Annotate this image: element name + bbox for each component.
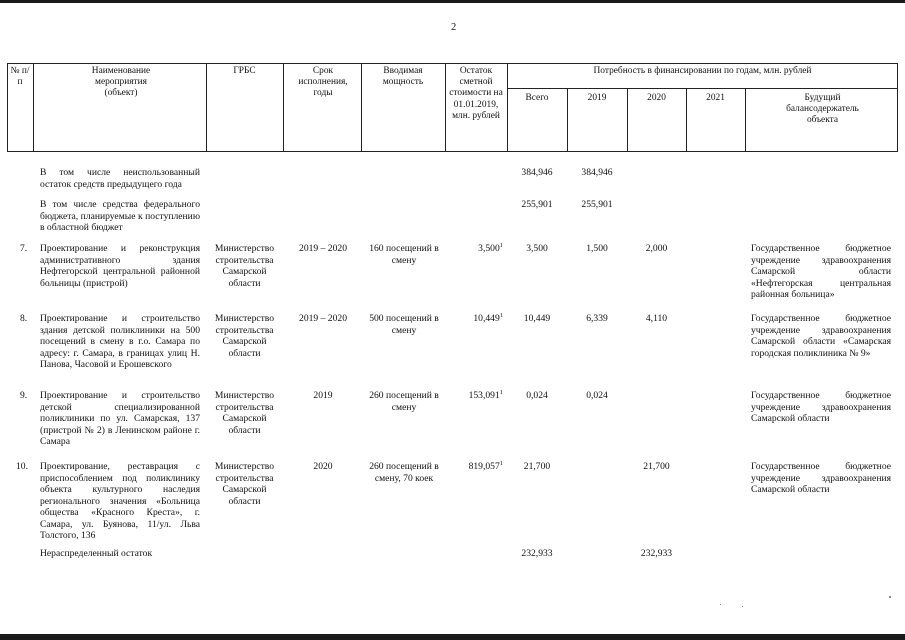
header-holder: Будущий балансодержатель объекта	[786, 93, 859, 126]
row-number: 10.	[16, 461, 28, 472]
row-term: 2019 – 2020	[299, 243, 347, 254]
footnote-mark: 1	[499, 312, 503, 319]
row-grbs: Министерство строительства Самарской области	[214, 390, 275, 436]
header-total: Всего	[525, 93, 549, 103]
row-number: 7.	[20, 243, 28, 254]
header-grbs: ГРБС	[233, 66, 256, 76]
header-col-divider	[283, 63, 284, 151]
row-2019: 1,500	[586, 243, 608, 254]
row-total: 0,024	[526, 390, 548, 401]
header-2021: 2021	[706, 93, 725, 103]
row-name: Проектирование и строительство детской специализированной поликлиники по ул. Самарская, 137 (пристрой № 2) в Ленинском районе г. Самара	[40, 390, 200, 447]
row-total: 232,933	[521, 548, 553, 559]
row-grbs: Министерство строительства Самарской области	[214, 461, 275, 507]
header-col-divider	[686, 88, 687, 151]
header-bottom-rule	[7, 151, 898, 152]
row-name: В том числе средства федерального бюджета, планируемые к поступлению в областной бюджет	[40, 199, 200, 233]
row-2020: 4,110	[645, 313, 668, 324]
row-total: 10,449	[523, 313, 551, 324]
row-number: 9.	[20, 390, 28, 401]
row-capacity: 260 посещений в смену	[369, 390, 439, 413]
header-2019: 2019	[587, 93, 607, 103]
row-capacity: 160 посещений в смену	[369, 243, 439, 266]
scan-speck	[889, 596, 891, 598]
scan-speck	[720, 604, 721, 605]
row-remainder: 819,057$^1$	[468, 460, 503, 472]
row-holder: Государственное бюджетное учреждение здравоохранения Самарской области	[751, 390, 891, 424]
row-holder: Государственное бюджетное учреждение здравоохранения Самарской области «Самарская городская поликлиника № 9»	[751, 313, 891, 359]
footnote-mark: 1	[499, 389, 503, 396]
row-grbs: Министерство строительства Самарской области	[214, 243, 275, 289]
row-name: В том числе неиспользованный остаток средств предыдущего года	[40, 167, 200, 190]
header-term: Срок исполнения, годы	[298, 66, 348, 99]
scan-speck	[742, 606, 743, 607]
header-top-rule	[7, 63, 898, 64]
header-col-divider	[361, 63, 362, 151]
row-remainder: 10,449$^1$	[473, 312, 503, 324]
row-2019: 0,024	[586, 390, 608, 401]
header-group-rule	[507, 88, 898, 89]
row-total: 384,946	[521, 167, 553, 178]
row-total: 255,901	[521, 199, 553, 210]
row-term: 2019 – 2020	[299, 313, 347, 324]
header-col-divider	[627, 88, 628, 151]
row-name: Нераспределенный остаток	[40, 548, 153, 559]
header-col-divider	[567, 88, 568, 151]
header-col-divider	[445, 63, 446, 151]
header-capacity: Вводимая мощность	[382, 66, 424, 88]
row-total: 21,700	[523, 461, 551, 472]
header-2020: 2020	[647, 93, 666, 103]
row-2020: 21,700	[643, 461, 670, 472]
row-term: 2019	[313, 390, 333, 401]
row-2020: 2,000	[645, 243, 668, 254]
header-col-divider	[7, 63, 8, 151]
row-number: 8.	[20, 313, 28, 324]
row-total: 3,500	[526, 243, 548, 254]
header-col-divider	[206, 63, 207, 151]
footnote-mark: 1	[499, 460, 503, 467]
row-name: Проектирование и строительство здания детской поликлиники на 500 посещений в смену в г.о. Самара по адресу: г. Самара, в границах улиц Н. Панова, Часовой и Ерошевского	[40, 313, 200, 370]
header-col-divider	[897, 63, 898, 151]
row-capacity: 260 посещений в смену, 70 коек	[369, 461, 439, 484]
row-term: 2020	[313, 461, 333, 472]
header-remainder: Остаток сметной стоимости на 01.01.2019, млн. рублей	[449, 66, 503, 121]
page-number: 2	[451, 22, 457, 33]
row-holder: Государственное бюджетное учреждение здравоохранения Самарской области «Нефтегорская центральная районная больница»	[751, 243, 891, 300]
header-col-divider	[745, 88, 746, 151]
row-2019: 6,339	[586, 313, 608, 324]
row-name: Проектирование и реконструкция административного здания Нефтегорской центральной районной больницы (пристрой)	[40, 243, 200, 289]
row-2020: 232,933	[640, 548, 673, 559]
header-num: № п/п	[10, 66, 30, 88]
row-capacity: 500 посещений в смену	[369, 313, 439, 336]
row-2019: 255,901	[581, 199, 613, 210]
row-remainder: 153,091$^1$	[468, 389, 503, 401]
header-name: Наименование мероприятия (объект)	[91, 66, 151, 99]
row-holder: Государственное бюджетное учреждение здравоохранения Самарской области	[751, 461, 891, 495]
header-col-divider	[33, 63, 34, 151]
row-name: Проектирование, реставрация с приспособлением под поликлинику объекта культурного наследия регионального значения «Больница общества «Красного Креста», г. Самара, ул. Буянова, 11/ул. Льва Толстого, 136	[40, 461, 200, 541]
header-need-group: Потребность в финансировании по годам, млн. рублей	[593, 66, 812, 76]
row-grbs: Министерство строительства Самарской области	[214, 313, 275, 359]
scan-bottom-edge	[0, 634, 905, 640]
header-col-divider	[507, 63, 508, 151]
row-remainder: 3,500$^1$	[478, 242, 503, 254]
scan-top-edge	[0, 0, 905, 3]
footnote-mark: 1	[499, 242, 503, 249]
row-2019: 384,946	[581, 167, 613, 178]
